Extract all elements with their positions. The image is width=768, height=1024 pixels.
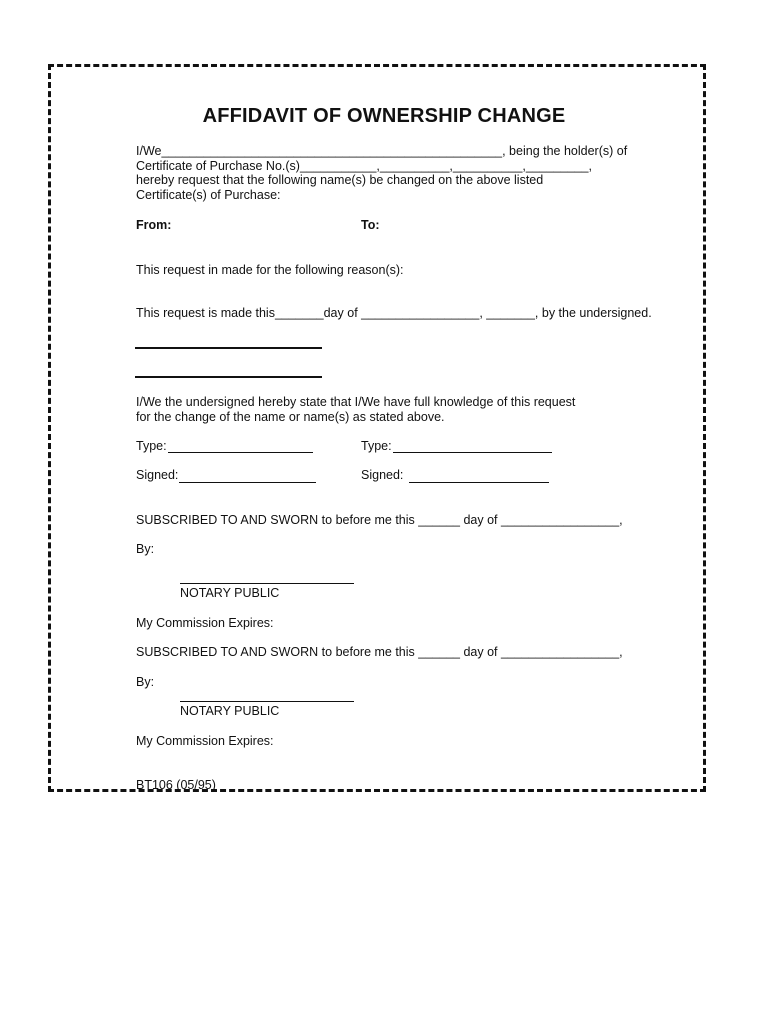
notary-public-label-1: NOTARY PUBLIC <box>180 586 280 600</box>
signed-label-left: Signed: <box>136 468 179 482</box>
commission-expires-1: My Commission Expires: <box>136 616 274 630</box>
type-field-right[interactable] <box>393 452 552 453</box>
intro-line-3: hereby request that the following name(s) be changed on the above listed <box>136 173 544 187</box>
signature-line-2[interactable] <box>135 376 322 378</box>
intro-line-1: I/We_________________________________________________, being the holder(s) of <box>136 144 628 158</box>
sworn-line-2: SUBSCRIBED TO AND SWORN to before me this ______ day of _________________, <box>136 645 623 659</box>
to-label: To: <box>361 218 380 232</box>
signed-field-right[interactable] <box>409 482 549 483</box>
notary-public-label-2: NOTARY PUBLIC <box>180 704 280 718</box>
by-label-2: By: <box>136 675 155 689</box>
document-title: AFFIDAVIT OF OWNERSHIP CHANGE <box>202 105 566 127</box>
signature-line-1[interactable] <box>135 347 322 349</box>
type-label-left: Type: <box>136 439 167 453</box>
form-number: BT106 (05/95) <box>136 778 216 792</box>
signed-field-left[interactable] <box>179 482 316 483</box>
notary-signature-line-2[interactable] <box>180 701 354 702</box>
intro-line-2: Certificate of Purchase No.(s)___________,__________,__________,_________, <box>136 159 592 173</box>
notary-signature-line-1[interactable] <box>180 583 354 584</box>
statement-line-1: I/We the undersigned hereby state that I/We have full knowledge of this request <box>136 395 576 409</box>
reason-line: This request in made for the following reason(s): <box>136 263 404 277</box>
commission-expires-2: My Commission Expires: <box>136 734 274 748</box>
from-label: From: <box>136 218 172 232</box>
statement-line-2: for the change of the name or name(s) as stated above. <box>136 410 445 424</box>
signed-label-right: Signed: <box>361 468 404 482</box>
type-field-left[interactable] <box>168 452 313 453</box>
intro-line-4: Certificate(s) of Purchase: <box>136 188 281 202</box>
by-label-1: By: <box>136 542 155 556</box>
type-label-right: Type: <box>361 439 392 453</box>
made-this-line: This request is made this_______day of _________________, _______, by the undersigned. <box>136 306 652 320</box>
sworn-line-1: SUBSCRIBED TO AND SWORN to before me this ______ day of _________________, <box>136 513 623 527</box>
